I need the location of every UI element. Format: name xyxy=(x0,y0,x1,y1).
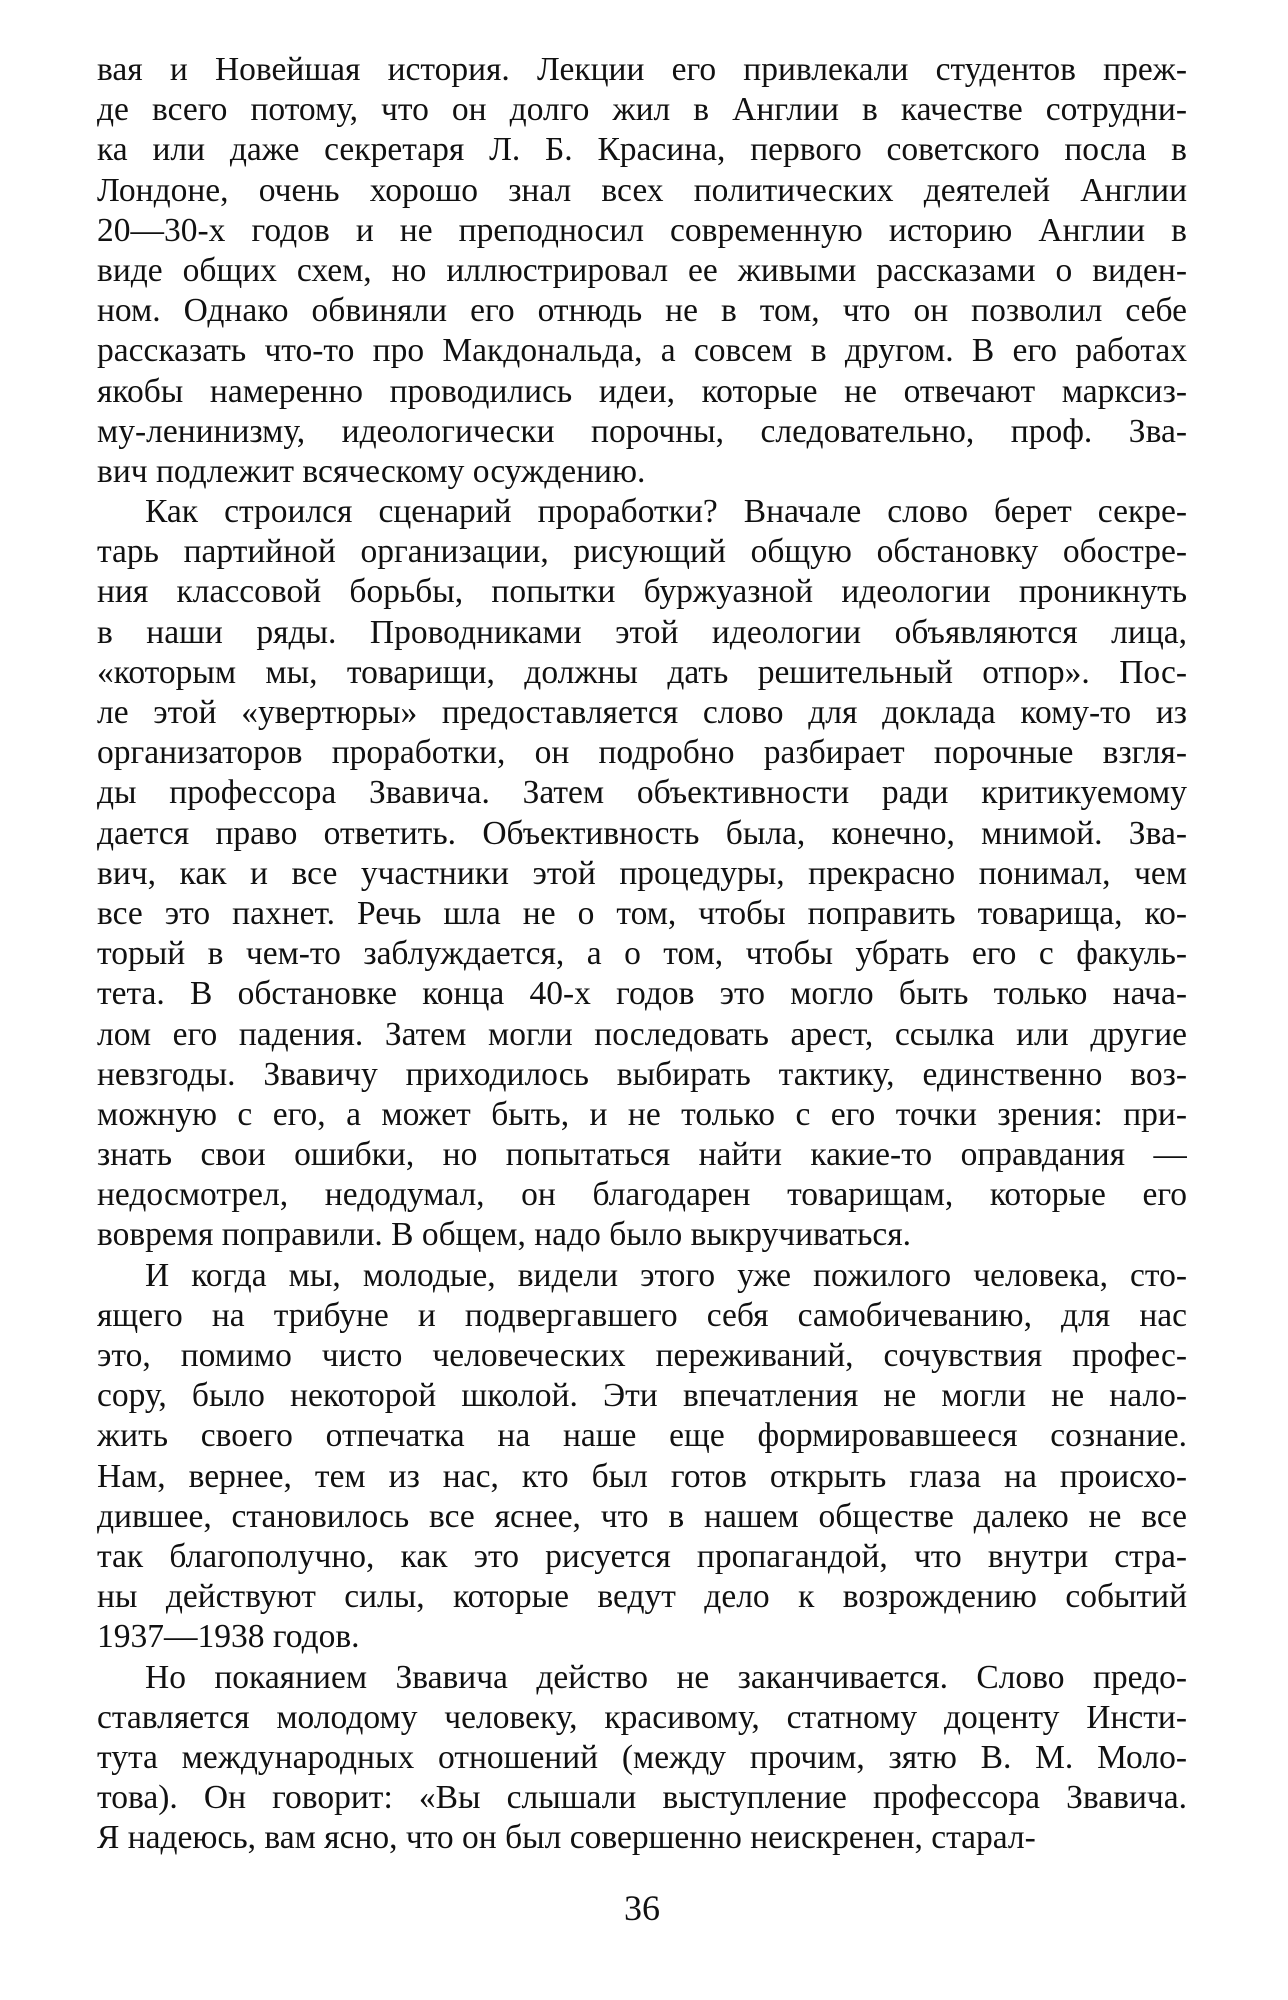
paragraph xyxy=(97,1256,1187,1658)
paragraph xyxy=(97,492,1187,1256)
text-line: вая и Новейшая история. Лекции его привлекали студентов преж- xyxy=(97,51,1187,88)
text-line: Как строился сценарий проработки? Вначале слово берет секре- xyxy=(145,493,1187,531)
text-line: рассказать что-то про Макдональда, а совсем в другом. В его работах xyxy=(97,332,1187,370)
text-line: му-ленинизму, идеологически порочны, следовательно, проф. Зва- xyxy=(97,412,1187,450)
text-line: якобы намеренно проводились идеи, которые не отвечают марксиз- xyxy=(97,372,1187,410)
text-line: торый в чем-то заблуждается, а о том, чтобы убрать его с факуль- xyxy=(97,935,1187,973)
text-line: недосмотрел, недодумал, он благодарен товарищам, которые его xyxy=(97,1176,1187,1214)
text-line: тарь партийной организации, рисующий общую обстановку обостре- xyxy=(97,533,1187,571)
page-number: 36 xyxy=(624,1888,660,1928)
text-line: так благополучно, как это рисуется пропагандой, что внутри стра- xyxy=(97,1537,1187,1575)
text-line: тета. В обстановке конца 40-х годов это могло быть только нача- xyxy=(97,975,1187,1013)
text-line: Лондоне, очень хорошо знал всех политических деятелей Англии xyxy=(97,171,1187,209)
text-line: лом его падения. Затем могли последовать арест, ссылка или другие xyxy=(97,1015,1187,1053)
book-page xyxy=(97,50,1187,1950)
text-line: вовремя поправили. В общем, надо было выкручиваться. xyxy=(97,1216,911,1254)
text-line: все это пахнет. Речь шла не о том, чтобы поправить товарища, ко- xyxy=(97,894,1187,932)
text-line: сору, было некоторой школой. Эти впечатления не могли не нало- xyxy=(97,1377,1187,1415)
text-line: ящего на трибуне и подвергавшего себя самобичеванию, для нас xyxy=(97,1296,1187,1334)
text-line: жить своего отпечатка на наше еще формировавшееся сознание. xyxy=(97,1417,1187,1455)
text-line: де всего потому, что он долго жил в Англии в качестве сотрудни- xyxy=(97,91,1187,129)
text-line: И когда мы, молодые, видели этого уже пожилого человека, сто- xyxy=(145,1256,1187,1294)
text-line: ном. Однако обвиняли его отнюдь не в том, что он позволил себе xyxy=(97,292,1187,330)
body-text xyxy=(97,50,1187,1858)
text-line: ния классовой борьбы, попытки буржуазной идеологии проникнуть xyxy=(97,573,1187,611)
text-line: «которым мы, товарищи, должны дать решительный отпор». Пос- xyxy=(97,653,1187,691)
text-line: ны действуют силы, которые ведут дело к возрождению событий xyxy=(97,1578,1187,1616)
text-line: ды профессора Звавича. Затем объективности ради критикуемому xyxy=(97,774,1187,812)
text-line: това). Он говорит: «Вы слышали выступление профессора Звавича. xyxy=(97,1779,1187,1817)
text-line: Нам, вернее, тем из нас, кто был готов открыть глаза на происхо- xyxy=(97,1457,1187,1495)
text-line: дается право ответить. Объективность была, конечно, мнимой. Зва- xyxy=(97,814,1187,852)
paragraph xyxy=(97,1658,1187,1859)
text-line: виде общих схем, но иллюстрировал ее живыми рассказами о виден- xyxy=(97,251,1187,289)
text-line: 1937—1938 годов. xyxy=(97,1618,360,1656)
text-line: вич, как и все участники этой процедуры, прекрасно понимал, чем xyxy=(97,854,1187,892)
text-line: в наши ряды. Проводниками этой идеологии объявляются лица, xyxy=(97,613,1187,651)
text-line: тута международных отношений (между прочим, зятю В. М. Моло- xyxy=(97,1738,1187,1776)
text-line: знать свои ошибки, но попытаться найти какие-то оправдания — xyxy=(97,1136,1187,1174)
text-line: организаторов проработки, он подробно разбирает порочные взгля- xyxy=(97,734,1187,772)
text-line: можную с его, а может быть, и не только с его точки зрения: при- xyxy=(97,1095,1187,1133)
text-line: ле этой «увертюры» предоставляется слово для доклада кому-то из xyxy=(97,694,1187,731)
text-line: вич подлежит всяческому осуждению. xyxy=(97,452,646,490)
text-line: дившее, становилось все яснее, что в нашем обществе далеко не все xyxy=(97,1497,1187,1535)
text-line: это, помимо чисто человеческих переживаний, сочувствия профес- xyxy=(97,1337,1187,1374)
text-line: ка или даже секретаря Л. Б. Красина, первого советского посла в xyxy=(97,131,1187,169)
text-line: 20—30-х годов и не преподносил современную историю Англии в xyxy=(97,211,1187,249)
text-line: Но покаянием Звавича действо не заканчивается. Слово предо- xyxy=(145,1658,1187,1696)
paragraph xyxy=(97,50,1187,492)
text-line: невзгоды. Звавичу приходилось выбирать тактику, единственно воз- xyxy=(97,1055,1187,1093)
text-line: Я надеюсь, вам ясно, что он был совершенно неискренен, старал- xyxy=(97,1819,1036,1857)
text-line: ставляется молодому человеку, красивому, статному доценту Инсти- xyxy=(97,1698,1187,1736)
